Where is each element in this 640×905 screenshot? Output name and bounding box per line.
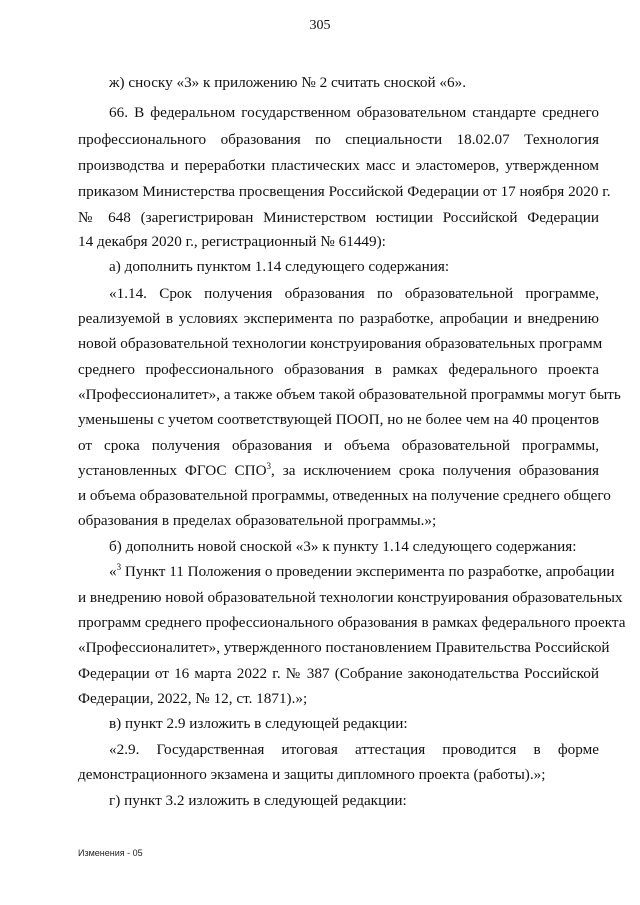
- footnote-text-line: Федерации, 2022, № 12, ст. 1871).»;: [78, 690, 308, 707]
- footnote-mark: 3: [116, 562, 122, 572]
- paragraph-1-14-line: среднего профессионального образования в рамках федерального проекта: [78, 361, 599, 378]
- paragraph-1-14-line: уменьшены с учетом соответствующей ПООП, но не более чем на 40 процентов: [78, 411, 599, 428]
- paragraph-a: а) дополнить пунктом 1.14 следующего содержания:: [109, 258, 450, 275]
- line-text: «: [109, 563, 117, 580]
- line-text: , за исключением срока получения образования: [271, 462, 599, 479]
- paragraph-1-14-line: новой образовательной технологии конструирования образовательных программ: [78, 335, 603, 352]
- paragraph-b: б) дополнить новой сноской «3» к пункту 1.14 следующего содержания:: [109, 538, 577, 555]
- page-footer: Изменения - 05: [78, 848, 143, 858]
- paragraph-66-line: 66. В федеральном государственном образовательном стандарте среднего: [109, 104, 599, 121]
- footnote-text-line: Федерации от 16 марта 2022 г. № 387 (Собрание законодательства Российской: [78, 665, 599, 682]
- paragraph-66-line: приказом Министерства просвещения Российской Федерации от 17 ноября 2020 г.: [78, 183, 611, 200]
- paragraph-zh: ж) сноску «3» к приложению № 2 считать сноской «6».: [109, 74, 467, 91]
- page-number: 305: [309, 18, 331, 33]
- paragraph-1-14-line: от срока получения образования и объема образовательной программы,: [78, 437, 599, 454]
- paragraph-1-14-line: и объема образовательной программы, отведенных на получение среднего общего: [78, 487, 611, 504]
- paragraph-1-14-line: [78, 461, 599, 481]
- paragraph-v: в) пункт 2.9 изложить в следующей редакции:: [109, 715, 408, 732]
- paragraph-g: г) пункт 3.2 изложить в следующей редакции:: [109, 792, 407, 809]
- paragraph-1-14-line: «Профессионалитет», а также объем такой образовательной программы могут быть: [78, 386, 621, 403]
- paragraph-2-9-line: «2.9. Государственная итоговая аттестация проводится в форме: [109, 741, 599, 758]
- footnote-text-line: [109, 562, 615, 582]
- paragraph-66-line: профессионального образования по специальности 18.02.07 Технология: [78, 131, 599, 148]
- paragraph-66-line: 14 декабря 2020 г., регистрационный № 61449):: [78, 233, 386, 250]
- paragraph-1-14-line: реализуемой в условиях эксперимента по разработке, апробации и внедрению: [78, 310, 599, 327]
- line-text: установленных ФГОС СПО: [78, 462, 267, 479]
- paragraph-1-14-line: образования в пределах образовательной программы.»;: [78, 512, 437, 529]
- footnote-ref: 3: [266, 461, 272, 471]
- paragraph-66-line: производства и переработки пластических масс и эластомеров, утвержденном: [78, 157, 599, 174]
- footnote-text-line: и внедрению новой образовательной технологии конструирования образовательных: [78, 589, 623, 606]
- footnote-text-line: «Профессионалитет», утвержденного постановлением Правительства Российской: [78, 639, 610, 656]
- paragraph-2-9-line: демонстрационного экзамена и защиты дипломного проекта (работы).»;: [78, 766, 546, 783]
- paragraph-66-line: № 648 (зарегистрирован Министерством юстиции Российской Федерации: [78, 209, 599, 226]
- paragraph-1-14-line: «1.14. Срок получения образования по образовательной программе,: [109, 285, 599, 302]
- line-text: Пункт 11 Положения о проведении эксперимента по разработке, апробации: [121, 563, 615, 580]
- footnote-text-line: программ среднего профессионального образования в рамках федерального проекта: [78, 614, 626, 631]
